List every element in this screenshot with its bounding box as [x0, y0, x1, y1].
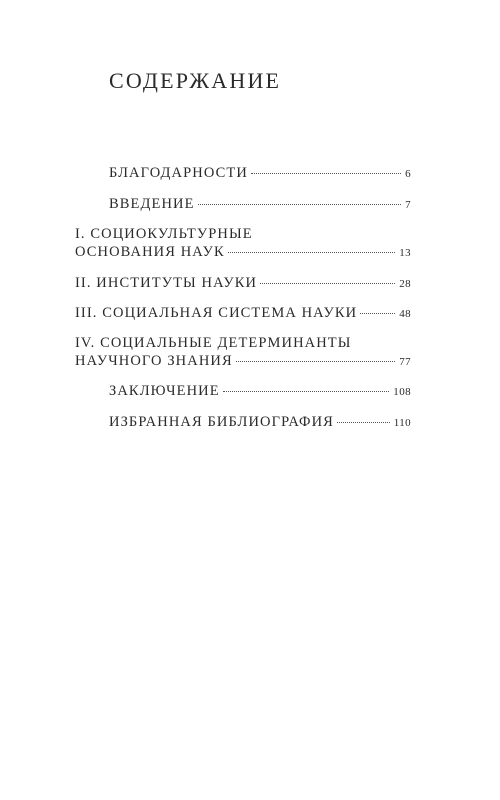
toc-entry-page: 28 — [399, 278, 411, 290]
toc-entry-page: 7 — [405, 199, 411, 211]
toc-entry-chapter4-line1: IV. СОЦИАЛЬНЫЕ ДЕТЕРМИНАНТЫ — [75, 335, 352, 351]
toc-entry-chapter3[interactable] — [75, 303, 411, 324]
toc-entry-introduction[interactable] — [109, 194, 411, 215]
toc-entry-chapter1-line1: I. СОЦИОКУЛЬТУРНЫЕ — [75, 226, 253, 242]
toc-entry-title: ОСНОВАНИЯ НАУК — [75, 244, 225, 260]
toc-entry-page: 13 — [399, 247, 411, 259]
toc-entry-page: 108 — [393, 386, 411, 398]
dot-leader — [223, 391, 390, 392]
toc-entry-page: 6 — [405, 168, 411, 180]
toc-entry-title: II. ИНСТИТУТЫ НАУКИ — [75, 275, 258, 291]
toc-entry-chapter2[interactable] — [75, 273, 411, 294]
dot-leader — [260, 283, 395, 284]
toc-entry-title: ВВЕДЕНИЕ — [109, 196, 195, 212]
toc-entry-title: ЗАКЛЮЧЕНИЕ — [109, 383, 220, 399]
dot-leader — [198, 204, 402, 205]
dot-leader — [360, 313, 395, 314]
dot-leader — [337, 422, 390, 423]
dot-leader — [236, 361, 395, 362]
toc-entry-title: НАУЧНОГО ЗНАНИЯ — [75, 353, 233, 369]
toc-entry-chapter4[interactable] — [75, 351, 411, 372]
toc-entry-title: III. СОЦИАЛЬНАЯ СИСТЕМА НАУКИ — [75, 305, 358, 321]
toc-entry-acknowledgements[interactable] — [109, 163, 411, 184]
dot-leader — [228, 252, 395, 253]
toc-entry-title: ИЗБРАННАЯ БИБЛИОГРАФИЯ — [109, 414, 334, 430]
toc-heading: СОДЕРЖАНИЕ — [109, 68, 282, 93]
toc-entry-page: 77 — [399, 356, 411, 368]
toc-entry-page: 48 — [399, 308, 411, 320]
dot-leader — [251, 173, 401, 174]
toc-entry-conclusion[interactable] — [109, 381, 411, 402]
toc-entry-bibliography[interactable] — [109, 412, 411, 433]
toc-entry-title: БЛАГОДАРНОСТИ — [109, 165, 248, 181]
toc-entry-chapter1[interactable] — [75, 242, 411, 263]
toc-entry-page: 110 — [393, 417, 411, 429]
